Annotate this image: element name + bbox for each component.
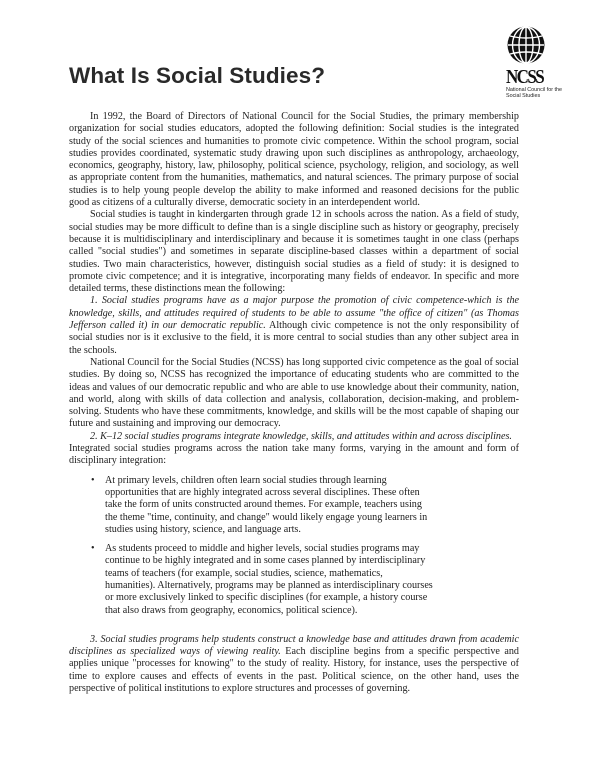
point-1-text: Although civic competence is not the only responsibility of social studies nor is it exclusive to the field, it is more central to social studies than any other subject area in the schools. [69, 320, 519, 356]
list-item-text: As students proceed to middle and higher levels, social studies programs may continue to be highly integrated and in some cases planned by interdisciplinary teams of teachers (for example, social studies, science, mathematics, humanities). Alternatively, programs may be planned as interdisciplinary courses or more exclusively linked to specific disciplines (for example, a history course that also draws from geography, economics, political science). [105, 543, 433, 616]
bullet-icon: • [91, 474, 95, 486]
paragraph-definition: In 1992, the Board of Directors of National Council for the Social Studies, the primary membership organization for social studies educators, adopted the following definition: Social studies is the integrated study of the social sciences and humanities to promote civic competence. Within the school program, social studies provides coordinated, systematic study drawing upon such disciplines as anthropology, archaeology, economics, geography, history, law, philosophy, political science, psychology, religion, and sociology, as well as appropriate content from the humanities, mathematics, and natural sciences. The primary purpose of social studies is to help young people develop the ability to make informed and reasoned decisions for the public good as citizens of a culturally diverse, democratic society in an interdependent world. [69, 111, 519, 209]
list-item [91, 543, 435, 617]
point-1-italic: 1. Social studies programs have as a major purpose the promotion of civic competence-which is the knowledge, skills, and attitudes required of students to be able to assume "the office of citizen" (as Thomas Jefferson called it) in our democratic republic. [69, 295, 519, 332]
logo-name: NCSS [506, 65, 544, 88]
paragraph-field-of-study: Social studies is taught in kindergarten through grade 12 in schools across the nation. As a field of study, social studies may be more difficult to define than is a single discipline such as history or geography, precisely because it is multidisciplinary and interdisciplinary and because it is sometimes taught in one class (perhaps called "social studies") and sometimes in separate discipline-based classes within a department of social studies. Two main characteristics, however, distinguish social studies as a field of study: it is designed to promote civic competence; and it is integrative, incorporating many fields of endeavor. In specific and more detailed terms, these distinctions mean the following: [69, 209, 519, 295]
bullet-icon: • [91, 543, 95, 555]
paragraph-civic-competence [69, 295, 519, 356]
page-title: What Is Social Studies? [69, 63, 326, 88]
list-item-text: At primary levels, children often learn social studies through learning opportunities that are highly integrated across several disciplines. These often take the form of units constructed around themes. For example, teachers using the theme "time, continuity, and change" would likely engage young learners in studies using history, science, and language arts. [105, 474, 428, 535]
logo-subtitle: National Council for the Social Studies [506, 87, 563, 99]
ncss-logo [504, 25, 566, 107]
paragraph-ncss-support: National Council for the Social Studies (NCSS) has long supported civic competence as the goal of social studies. By doing so, NCSS has recognized the importance of educating students who are committed to the ideas and values of our democratic republic and who are able to use knowledge about their community, nation, and world, along with skills of data collection and analysis, collaboration, decision-making, and problem-solving. Students who have these commitments, knowledge, and skills will be the most capable of shaping our future and sustaining and improving our democracy. [69, 356, 519, 430]
list-item [91, 474, 435, 536]
article-body [69, 111, 519, 695]
point-3-italic: 3. Social studies programs help students construct a knowledge base and attitudes drawn from academic disciplines as specialized ways of viewing reality. [69, 633, 519, 658]
paragraph-knowledge-base [69, 634, 519, 695]
globe-icon [506, 25, 546, 65]
bullet-list [91, 474, 435, 617]
paragraph-integration-heading [69, 431, 519, 443]
point-2-italic: 2. K–12 social studies programs integrate knowledge, skills, and attitudes within and across disciplines. [90, 430, 512, 442]
point-3-text: Each discipline begins from a specific perspective and applies unique "processes for knowing" to the study of reality. History, for instance, uses the perspective of time to explore causes and effects of events in the past. Political science, on the other hand, uses the perspective of political institutions to explore structures and processes of governing. [69, 646, 519, 695]
paragraph-integration: Integrated social studies programs across the nation take many forms, varying in the amount and form of disciplinary integration: [69, 443, 519, 467]
